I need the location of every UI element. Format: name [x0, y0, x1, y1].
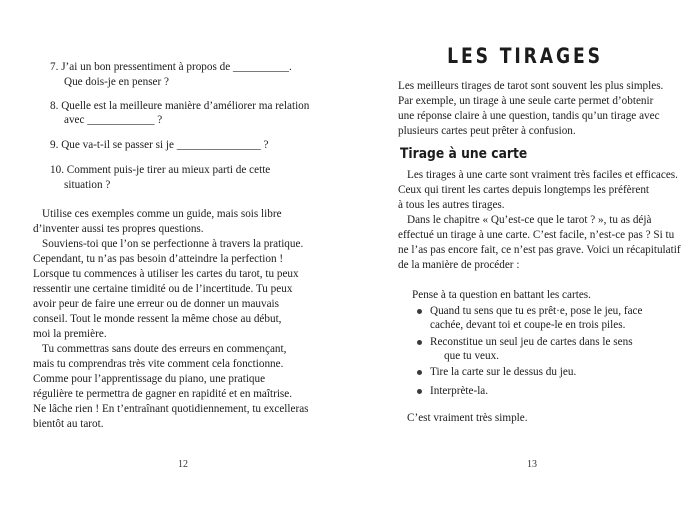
body-line: avoir peur de faire une erreur ou de donner un mauvais: [33, 298, 280, 310]
bullet-icon: [417, 389, 422, 394]
body-line: d’inventer aussi tes propres questions.: [33, 223, 204, 235]
intro-line: une réponse claire à une question, tandis qu’un tirage avec: [398, 110, 660, 122]
bullet-icon: [417, 340, 422, 345]
step-line: cachée, devant toi et coupe-le en trois piles.: [430, 319, 626, 331]
intro-line: Les meilleurs tirages de tarot sont souvent les plus simples.: [398, 80, 664, 92]
body-line: Ne lâche rien ! En t’entraînant quotidiennement, tu excelleras: [33, 403, 309, 415]
page-number: 12: [178, 459, 188, 470]
body-line: Cependant, tu n’as pas besoin d’atteindre la perfection !: [33, 253, 284, 265]
body-line: mais tu comprendras très vite comment cela fonctionne.: [33, 358, 284, 370]
body-line: Comme pour l’apprentissage du piano, une pratique: [33, 373, 266, 385]
body-line: Tu commettras sans doute des erreurs en commençant,: [42, 343, 287, 355]
intro-line: plusieurs cartes peut prêter à confusion.: [398, 125, 576, 137]
section-line: Ceux qui tirent les cartes depuis longtemps les préfèrent: [398, 184, 650, 196]
step-line: Reconstitue un seul jeu de cartes dans le sens: [430, 336, 633, 348]
section-line: effectué un tirage à une carte. C’est facile, n’est-ce pas ? Si tu: [398, 229, 675, 241]
body-line: Utilise ces exemples comme un guide, mais sois libre: [42, 208, 282, 220]
steps-intro: Pense à ta question en battant les cartes.: [412, 289, 591, 301]
question-8-line-2: avec ____________ ?: [64, 114, 163, 126]
body-line: bientôt au tarot.: [33, 418, 104, 430]
question-9-line-1: 9. Que va-t-il se passer si je _______________ ?: [50, 139, 269, 151]
body-line: ressentir une certaine timidité ou de l’incertitude. Tu peux: [33, 283, 293, 295]
question-7-line-2: Que dois-je en penser ?: [64, 76, 169, 88]
body-line: Lorsque tu commences à utiliser les cartes du tarot, tu peux: [33, 268, 299, 280]
question-10-line-1: 10. Comment puis-je tirer au mieux parti de cette: [50, 164, 271, 176]
section-line: Dans le chapitre « Qu’est-ce que le tarot ? », tu as déjà: [407, 214, 652, 226]
section-line: à tous les autres tirages.: [398, 199, 505, 211]
bullet-icon: [417, 370, 422, 375]
step-line: Quand tu sens que tu es prêt·e, pose le jeu, face: [430, 305, 643, 317]
section-line: Les tirages à une carte sont vraiment très faciles et efficaces.: [407, 169, 678, 181]
closing-line: C’est vraiment très simple.: [407, 412, 528, 424]
body-line: conseil. Tout le monde ressent la même chose au début,: [33, 313, 282, 325]
body-line: moi la première.: [33, 328, 107, 340]
section-subheading: Tirage à une carte: [400, 146, 528, 162]
question-10-line-2: situation ?: [64, 179, 111, 191]
body-line: régulière te permettra de gagner en rapidité et en maîtrise.: [33, 388, 293, 400]
intro-line: Par exemple, un tirage à une seule carte permet d’obtenir: [398, 95, 654, 107]
section-line: de la manière de procéder :: [398, 259, 520, 271]
step-line: Interprète-la.: [430, 385, 489, 397]
body-line: Souviens-toi que l’on se perfectionne à travers la pratique.: [42, 238, 304, 250]
question-8-line-1: 8. Quelle est la meilleure manière d’améliorer ma relation: [50, 100, 310, 112]
section-line: ne l’as pas encore fait, ce n’est pas grave. Voici un récapitulatif: [398, 244, 681, 256]
step-line: Tire la carte sur le dessus du jeu.: [430, 366, 577, 378]
page-number: 13: [527, 459, 537, 470]
right-page: [350, 0, 700, 509]
bullet-icon: [417, 309, 422, 314]
step-line: que tu veux.: [444, 350, 499, 362]
chapter-title: LES TIRAGES: [447, 44, 603, 68]
question-7-line-1: 7. J’ai un bon pressentiment à propos de __________.: [50, 61, 292, 73]
